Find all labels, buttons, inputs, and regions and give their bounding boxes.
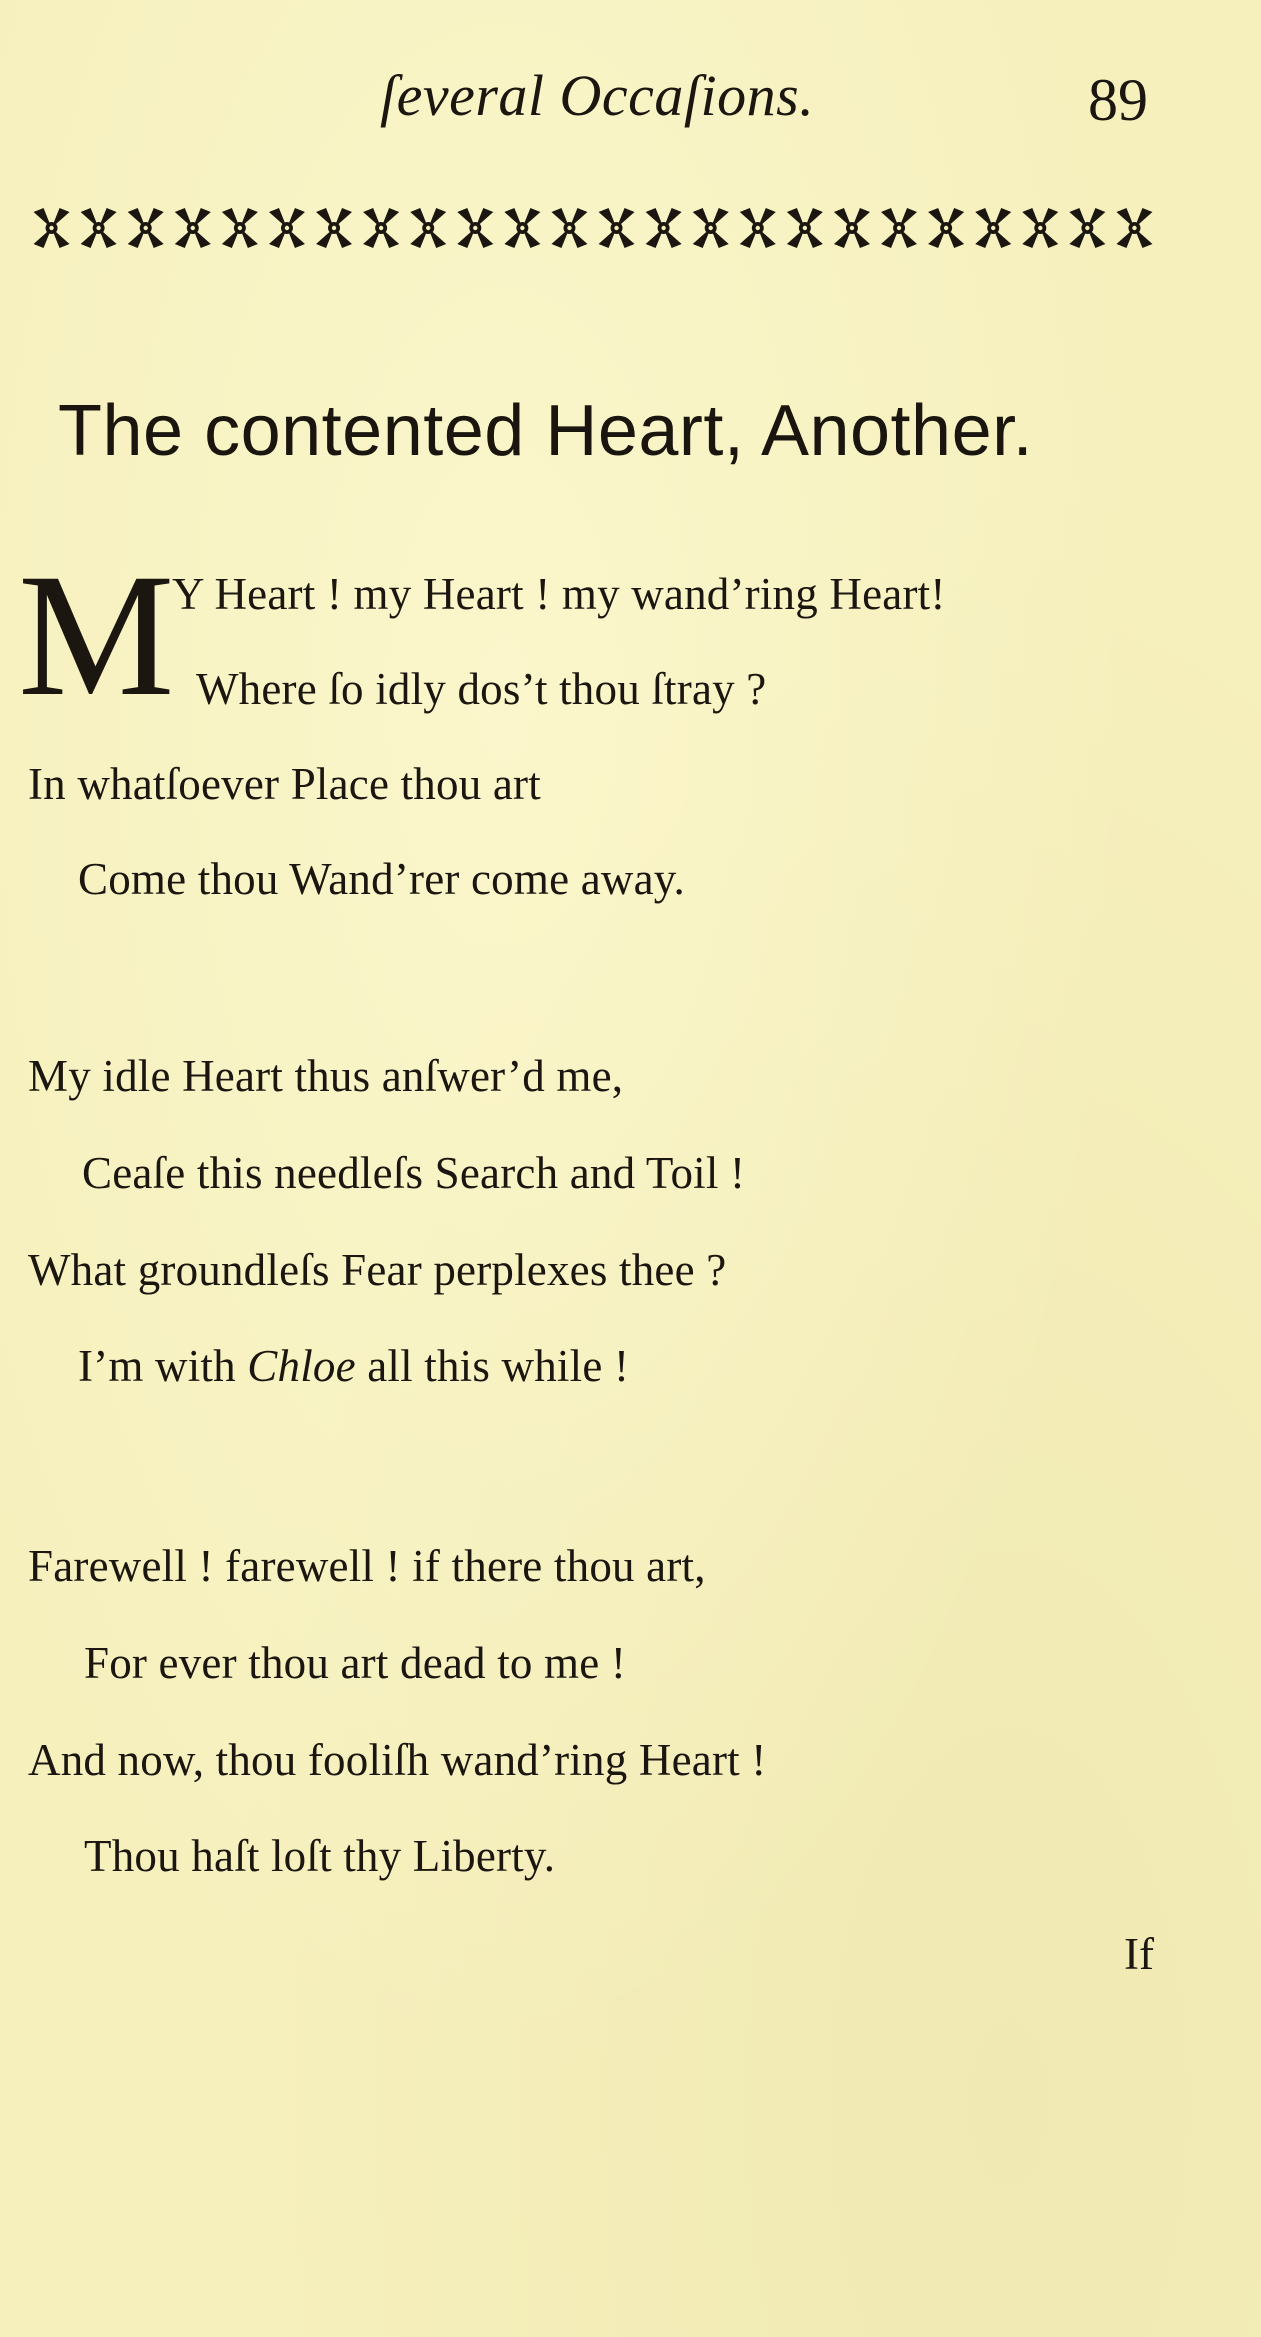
ornament-unit — [269, 208, 305, 248]
poem-line: What groundleſs Fear perplexes thee ? — [28, 1245, 727, 1295]
ornament-unit — [175, 208, 211, 248]
ornament-unit — [410, 208, 446, 248]
poem-line-italic-name: Chloe — [247, 1341, 356, 1391]
ornament-unit — [646, 208, 682, 248]
ornament-unit — [740, 208, 776, 248]
poem-line-text: I’m with — [78, 1341, 248, 1391]
ornament-units — [34, 208, 1153, 248]
ornament-unit — [928, 208, 964, 248]
poem-line: Come thou Wand’rer come away. — [78, 854, 685, 904]
ornament-unit — [881, 208, 917, 248]
ornament-unit — [1022, 208, 1058, 248]
poem-line: And now, thou fooliſh wand’ring Heart ! — [28, 1735, 767, 1785]
ornament-unit — [316, 208, 352, 248]
ornament-unit — [457, 208, 493, 248]
ornament-unit — [222, 208, 258, 248]
ornament-unit — [34, 208, 70, 248]
ornament-unit — [975, 208, 1011, 248]
ornament-unit — [504, 208, 540, 248]
drop-cap: M — [18, 538, 175, 733]
poem-line-text: all this while ! — [355, 1341, 630, 1391]
ornament-unit — [693, 208, 729, 248]
printer-ornament-band — [28, 200, 1158, 256]
poem-line: My idle Heart thus anſwer’d me, — [28, 1051, 624, 1101]
poem-line: Thou haſt loſt thy Liberty. — [84, 1831, 556, 1881]
ornament-unit — [599, 208, 635, 248]
catchword: If — [1124, 1929, 1154, 1979]
ornament-unit — [81, 208, 117, 248]
ornament-unit — [363, 208, 399, 248]
ornament-unit — [787, 208, 823, 248]
ornament-unit — [1069, 208, 1105, 248]
poem-line: Where ſo idly dos’t thou ſtray ? — [196, 664, 767, 714]
poem-line: For ever thou art dead to me ! — [84, 1638, 627, 1688]
poem-line — [78, 1340, 629, 1392]
running-head: ſeveral Occaſions. — [380, 63, 815, 128]
ornament-unit — [128, 208, 164, 248]
poem-line: Y Heart ! my Heart ! my wand’ring Heart! — [172, 569, 946, 619]
poem-title: The contented Heart, Another. — [58, 391, 1034, 471]
page-number: 89 — [1088, 67, 1148, 133]
poem-line: In whatſoever Place thou art — [28, 759, 541, 809]
poem-line: Farewell ! farewell ! if there thou art, — [28, 1541, 706, 1591]
poem-line: Ceaſe this needleſs Search and Toil ! — [82, 1148, 746, 1198]
ornament-unit — [834, 208, 870, 248]
ornament-unit — [551, 208, 587, 248]
ornament-unit — [1116, 208, 1152, 248]
